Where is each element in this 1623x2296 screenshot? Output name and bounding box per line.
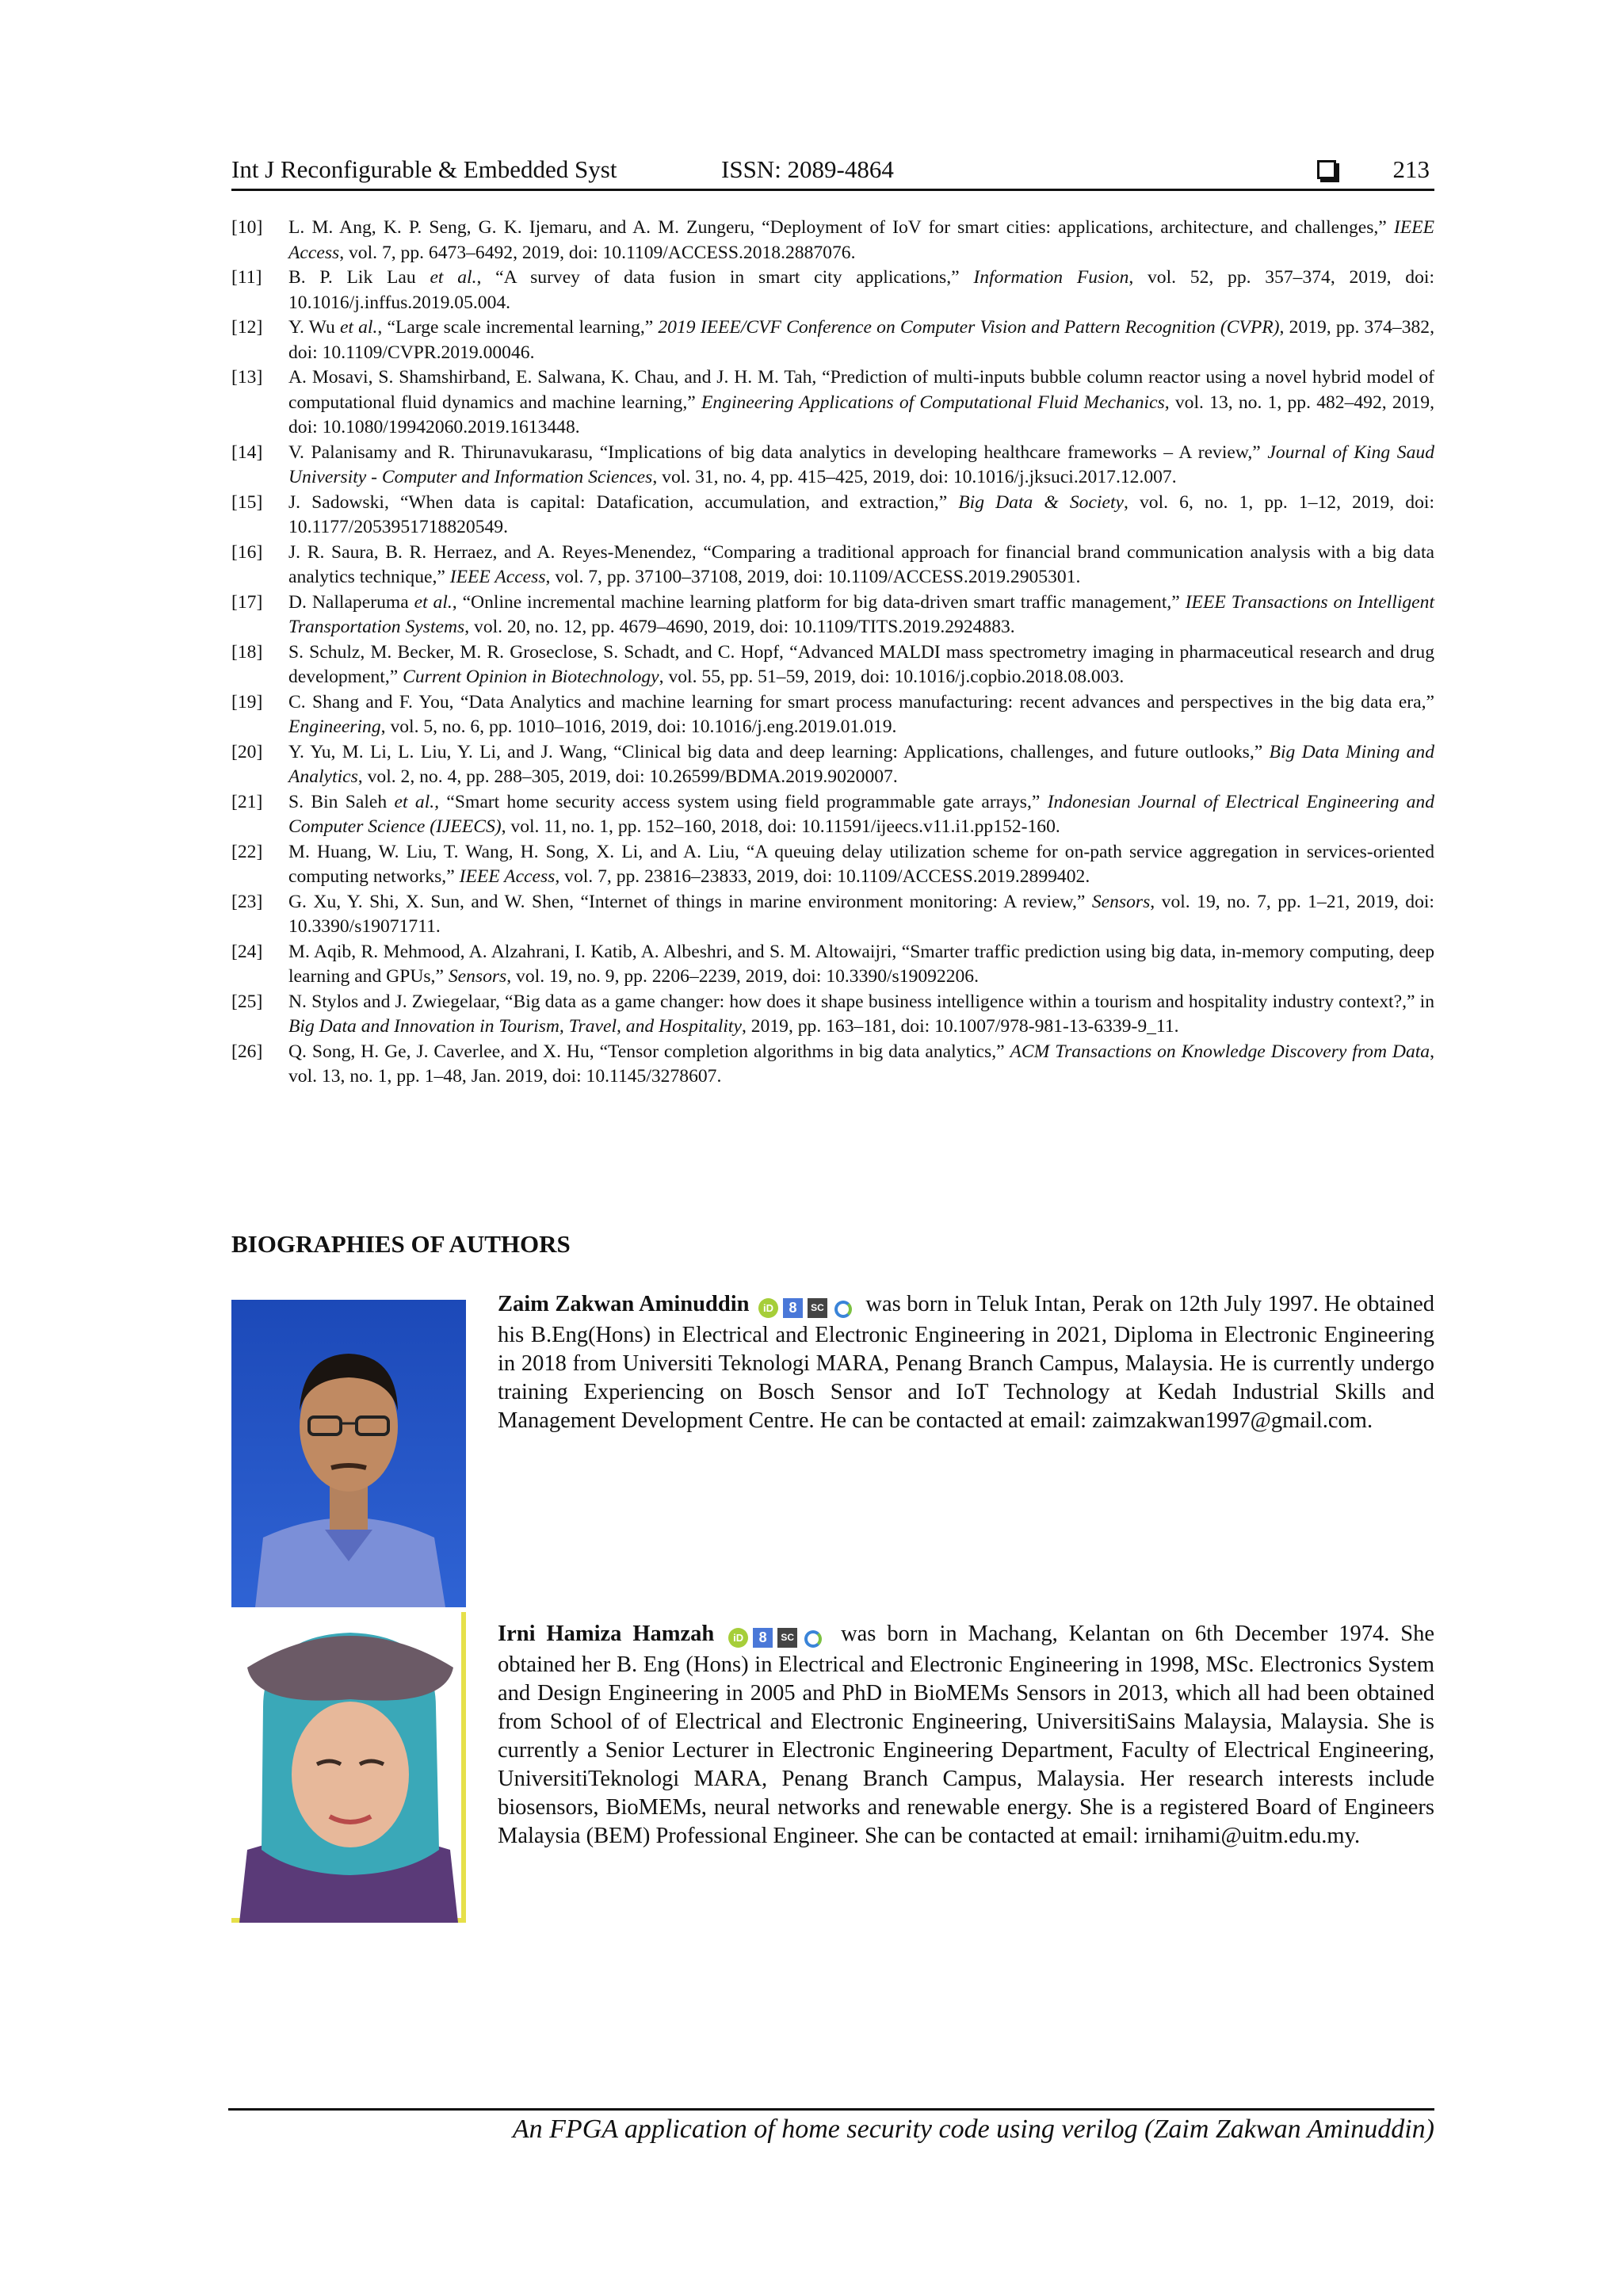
reference-item xyxy=(231,315,1434,365)
publons-icon[interactable] xyxy=(832,1298,852,1318)
reference-number: [12] xyxy=(231,317,263,338)
running-footer: An FPGA application of home security code using verilog (Zaim Zakwan Aminuddin) xyxy=(512,2115,1434,2144)
reference-text: J. R. Saura, B. R. Herraez, and A. Reyes-Menendez, “Comparing a traditional approach for financial brand communication analysis with a big data analytics technique,” IEEE Access, vol. 7, pp. 37100–37108, 2019, doi: 10.1109/ACCESS.2019.2905301. xyxy=(288,541,1434,587)
reference-item xyxy=(231,541,1434,590)
reference-number: [26] xyxy=(231,1041,263,1062)
reference-item xyxy=(231,365,1434,441)
author-bio-text: was born in Machang, Kelantan on 6th December 1974. She obtained her B. Eng (Hons) in Electrical and Electronic Engineering in 1998, MSc. Electronics System and Design Engineering in 2005 and PhD in BioMEMs Sensors in 2013, which all had been obtained from School of of Electrical and Electronic Engineering, UniversitiSains Malaysia, Malaysia. She is currently a Senior Lecturer in Electronic Engineering Department, Faculty of Electrical Engineering, UniversitiTeknologi MARA, Penang Branch Campus, Malaysia. Her research interests include biosensors, BioMEMs, neural networks and renewable energy. She is a registered Board of Engineers Malaysia (BEM) Professional Engineer. She can be contacted at email: irnihami@uitm.edu.my. xyxy=(498,1622,1434,1848)
google-scholar-icon[interactable]: 8 xyxy=(753,1628,773,1648)
reference-item xyxy=(231,740,1434,790)
reference-text: Y. Yu, M. Li, L. Liu, Y. Li, and J. Wang, “Clinical big data and deep learning: Applications, challenges, and future outlooks,” Big Data Mining and Analytics, vol. 2, no. 4, pp. 288–305, 2019, doi: 10.26599/BDMA.2019.9020007. xyxy=(288,741,1434,787)
reference-text: Q. Song, H. Ge, J. Caverlee, and X. Hu, “Tensor completion algorithms in big data analytics,” ACM Transactions on Knowledge Discovery from Data, vol. 13, no. 1, pp. 1–48, Jan. 2019, doi: 10.1145/3278607. xyxy=(288,1041,1434,1087)
reference-item xyxy=(231,940,1434,990)
reference-item xyxy=(231,990,1434,1040)
reference-item xyxy=(231,640,1434,690)
reference-number: [22] xyxy=(231,841,263,862)
reference-number: [19] xyxy=(231,691,263,712)
author-bio-text: was born in Teluk Intan, Perak on 12th July 1997. He obtained his B.Eng(Hons) in Electrical and Electronic Engineering in 2021, Diploma in Electronic Engineering in 2018 from Universiti Teknologi MARA, Penang Branch Campus, Malaysia. He is currently undergo training Experiencing on Bosch Sensor and IoT Technology at Kedah Industrial Skills and Management Development Centre. He can be contacted at email: zaimzakwan1997@gmail.com. xyxy=(498,1292,1434,1433)
running-header xyxy=(231,152,1434,191)
author-bio-1 xyxy=(498,1290,1434,1435)
reference-text: G. Xu, Y. Shi, X. Sun, and W. Shen, “Internet of things in marine environment monitoring: A review,” Sensors, vol. 19, no. 7, pp. 1–21, 2019, doi: 10.3390/s19071711. xyxy=(288,891,1434,937)
reference-number: [24] xyxy=(231,941,263,962)
reference-number: [17] xyxy=(231,591,263,613)
scopus-icon[interactable]: SC xyxy=(777,1628,797,1648)
reference-item xyxy=(231,590,1434,640)
google-scholar-icon[interactable]: 8 xyxy=(783,1298,803,1318)
reference-number: [13] xyxy=(231,367,263,388)
reference-number: [18] xyxy=(231,641,263,663)
author-photo-1 xyxy=(231,1300,466,1607)
reference-text: A. Mosavi, S. Shamshirband, E. Salwana, K. Chau, and J. H. M. Tah, “Prediction of multi-inputs bubble column reactor using a novel hybrid model of computational fluid dynamics and machine learning,” Engineering Applications of Computational Fluid Mechanics, vol. 13, no. 1, pp. 482–492, 2019, doi: 10.1080/19942060.2019.1613448. xyxy=(288,367,1434,437)
profile-icons xyxy=(758,1293,857,1321)
page-number: 213 xyxy=(1392,155,1430,183)
publons-icon[interactable] xyxy=(802,1628,822,1648)
author-name: Irni Hamiza Hamzah xyxy=(498,1622,715,1646)
issn: ISSN: 2089-4864 xyxy=(721,155,894,183)
biographies-heading: BIOGRAPHIES OF AUTHORS xyxy=(231,1230,571,1258)
reference-text: N. Stylos and J. Zwiegelaar, “Big data as a game changer: how does it shape business intelligence within a tourism and hospitality industry context?,” in Big Data and Innovation in Tourism, Travel, and Hospitality, 2019, pp. 163–181, doi: 10.1007/978-981-13-6339-9_11. xyxy=(288,991,1434,1037)
reference-item xyxy=(231,491,1434,541)
reference-text: S. Bin Saleh et al., “Smart home security access system using field programmable gate arrays,” Indonesian Journal of Electrical Engineering and Computer Science (IJEECS), vol. 11, no. 1, pp. 152–160, 2018, doi: 10.11591/ijeecs.v11.i1.pp152-160. xyxy=(288,791,1434,837)
reference-text: L. M. Ang, K. P. Seng, G. K. Ijemaru, and A. M. Zungeru, “Deployment of IoV for smart cities: applications, architecture, and challenges,” IEEE Access, vol. 7, pp. 6473–6492, 2019, doi: 10.1109/ACCESS.2018.2887076. xyxy=(288,217,1434,263)
reference-list xyxy=(231,216,1434,1090)
reference-number: [25] xyxy=(231,991,263,1012)
reference-text: Y. Wu et al., “Large scale incremental learning,” 2019 IEEE/CVF Conference on Computer Vision and Pattern Recognition (CVPR), 2019, pp. 374–382, doi: 10.1109/CVPR.2019.00046. xyxy=(288,317,1434,363)
reference-item xyxy=(231,441,1434,491)
orcid-icon[interactable]: iD xyxy=(728,1628,748,1648)
journal-name: Int J Reconfigurable & Embedded Syst xyxy=(231,155,617,183)
reference-number: [20] xyxy=(231,741,263,762)
checkbox-square-icon xyxy=(1317,160,1336,179)
reference-text: C. Shang and F. You, “Data Analytics and machine learning for smart process manufacturing: recent advances and perspectives in the big data era,” Engineering, vol. 5, no. 6, pp. 1010–1016, 2019, doi: 10.1016/j.eng.2019.01.019. xyxy=(288,691,1434,737)
reference-item xyxy=(231,1040,1434,1090)
reference-item xyxy=(231,216,1434,266)
author-photo-2 xyxy=(231,1612,466,1923)
reference-text: D. Nallaperuma et al., “Online incremental machine learning platform for big data-driven smart traffic management,” IEEE Transactions on Intelligent Transportation Systems, vol. 20, no. 12, pp. 4679–4690, 2019, doi: 10.1109/TITS.2019.2924883. xyxy=(288,591,1434,637)
reference-text: J. Sadowski, “When data is capital: Datafication, accumulation, and extraction,” Big Data & Society, vol. 6, no. 1, pp. 1–12, 2019, doi: 10.1177/2053951718820549. xyxy=(288,491,1434,537)
reference-number: [23] xyxy=(231,891,263,912)
reference-item xyxy=(231,890,1434,940)
reference-number: [11] xyxy=(231,267,262,288)
author-bio-2 xyxy=(498,1620,1434,1851)
reference-number: [10] xyxy=(231,217,263,238)
reference-number: [15] xyxy=(231,491,263,513)
reference-text: M. Huang, W. Liu, T. Wang, H. Song, X. Li, and A. Liu, “A queuing delay utilization scheme for on-path service aggregation in services-oriented computing networks,” IEEE Access, vol. 7, pp. 23816–23833, 2019, doi: 10.1109/ACCESS.2019.2899402. xyxy=(288,841,1434,887)
reference-item xyxy=(231,690,1434,740)
reference-number: [16] xyxy=(231,541,263,563)
footer-rule xyxy=(228,2108,1434,2111)
reference-text: V. Palanisamy and R. Thirunavukarasu, “Implications of big data analytics in developing healthcare frameworks – A review,” Journal of King Saud University - Computer and Information Sciences, vol. 31, no. 4, pp. 415–425, 2019, doi: 10.1016/j.jksuci.2017.12.007. xyxy=(288,441,1434,487)
reference-item xyxy=(231,790,1434,840)
reference-text: B. P. Lik Lau et al., “A survey of data fusion in smart city applications,” Information Fusion, vol. 52, pp. 357–374, 2019, doi: 10.1016/j.inffus.2019.05.004. xyxy=(288,267,1435,313)
scopus-icon[interactable]: SC xyxy=(808,1298,827,1318)
author-name: Zaim Zakwan Aminuddin xyxy=(498,1292,750,1316)
reference-item xyxy=(231,840,1434,890)
profile-icons xyxy=(728,1622,827,1651)
reference-number: [21] xyxy=(231,791,263,812)
reference-text: S. Schulz, M. Becker, M. R. Groseclose, S. Schadt, and C. Hopf, “Advanced MALDI mass spectrometry imaging in pharmaceutical research and drug development,” Current Opinion in Biotechnology, vol. 55, pp. 51–59, 2019, doi: 10.1016/j.copbio.2018.08.003. xyxy=(288,641,1434,687)
reference-item xyxy=(231,266,1434,315)
reference-text: M. Aqib, R. Mehmood, A. Alzahrani, I. Katib, A. Albeshri, and S. M. Altowaijri, “Smarter traffic prediction using big data, in-memory computing, deep learning and GPUs,” Sensors, vol. 19, no. 9, pp. 2206–2239, 2019, doi: 10.3390/s19092206. xyxy=(288,941,1434,987)
orcid-icon[interactable]: iD xyxy=(758,1298,778,1318)
reference-number: [14] xyxy=(231,441,263,463)
